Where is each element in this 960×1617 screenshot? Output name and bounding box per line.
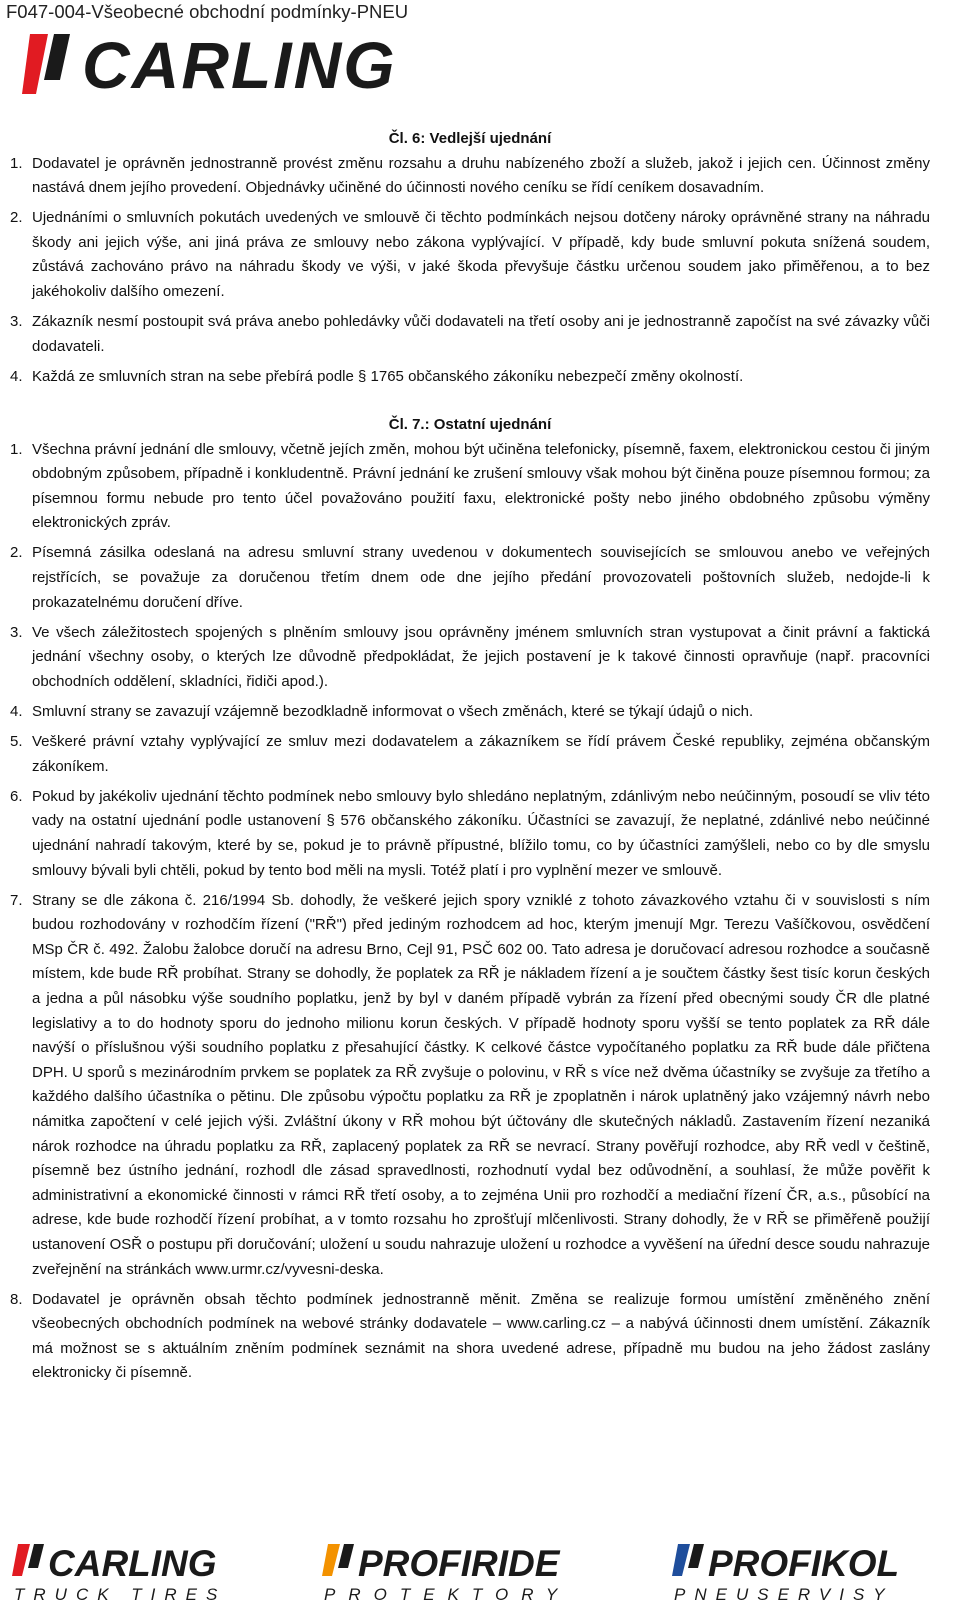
item-number: 8. [10,1290,23,1308]
item-text: Strany se dle zákona č. 216/1994 Sb. dohodly, že veškeré jejich spory vzniklé z tohoto závazkového vztahu či v souvislosti s ním budou rozhodovány v rozhodčím řízení ("RŘ") před jediným rozhodcem ad hoc, kterým jmenují Mgr. Terezu Vašíčkovou, osvědčení MSp ČR č. 492. Žalobu žalobce doručí na adresu Brno, Cejl 91, PSČ 602 00. Tato adresa je doručovací adresou rozhodce a současně místem, kde bude RŘ probíhat. Strany se dohodly, že poplatek za RŘ je nákladem řízení a je součtem částky šest tisíc korun českých a jedna a půl násobku výše soudního poplatku, jenž by byl v daném případě vybrán za řízení před obecnými soudy ČR dle platné legislativy a to do hodnoty sporu do jednoho milionu korun českých. V případě hodnoty sporu vyšší se tento poplatek za RŘ dále navýší o příslušnou výši soudního poplatku z přesahující částky. K celkové částce vypočítaného poplatku za RŘ bude dále přičtena DPH. U sporů s mezinárodním prvkem se poplatek za RŘ zvyšuje o polovinu, v RŘ s více než dvěma účastníky se zvyšuje za třetího a každého dalšího účastníka o pětinu. Dle způsobu výpočtu poplatku za RŘ je zpoplatněn i nárok uplatněný jako vzájemný návrh nebo námitka započtení v celé jejich výši. Zvláštní úkony v RŘ mohou být účtovány dle skutečných nákladů. Zastavením řízení nezaniká nárok rozhodce na úhradu poplatku za RŘ, zaplacený poplatek za RŘ se nevrací. Strany pověřují rozhodce, aby RŘ vedl v češtině, písemně bez ústního jednání, rozhodl dle zásad spravedlnosti, rozhodnutí vydal bez odůvodnění, a souhlasí, že může pověřit k administrativní a ekonomické činnosti v rámci RŘ třetí osoby, a to zejména Unii pro rozhodčí a mediační řízení ČR, a.s., působící na adrese, kde bude rozhodčí řízení probíhat, a v tomto rozsahu ho zprošťují mlčenlivosti. Strany dohodly, že v RŘ se přiměřeně použijí ustanovení OSŘ o postupu při doručování; uložení u soudu nahrazuje uložení u rozhodce a vyvěšení na úřední desce soudu nahrazuje zveřejnění na stránkách www.urmr.cz/vyvesni-deska. [32,891,930,1278]
list-item [10,700,930,725]
item-number: 2. [10,209,23,227]
item-number: 5. [10,733,23,751]
item-number: 4. [10,702,23,720]
document-header-title: F047-004-Všeobecné obchodní podmínky-PNEU [6,1,409,22]
item-text: Veškeré právní vztahy vyplývající ze smluv mezi dodavatelem a zákazníkem se řídí právem České republiky, zejména občanským zákoníkem. [32,733,930,775]
list-item [10,730,930,779]
list-item [10,438,930,536]
item-text: Dodavatel je oprávněn obsah těchto podmínek jednostranně měnit. Změna se realizuje formou umístění změněného znění všeobecných obchodních podmínek na webové stránky dodavatele – www.carling.cz – a nabývá účinnosti dnem umístění. Zákazník má možnost se s aktuálním zněním podmínek seznámit na shora uvedené adrese, případně mu budou na jeho žádost zaslány elektronicky či písemně. [32,1290,930,1382]
list-item [10,310,930,359]
item-number: 6. [10,787,23,805]
item-text: Ve všech záležitostech spojených s plněním smlouvy jsou oprávněny jménem smluvních stran vystupovat a činit právní a faktická jednání všechny osoby, o kterých lze důvodně předpokládat, že jejich postavení je k takové činnosti opravňuje (např. pracovníci obchodních oddělení, skladníci, řidiči apod.). [32,623,930,690]
item-number: 3. [10,313,23,331]
item-text: Pokud by jakékoliv ujednání těchto podmínek nebo smlouvy bylo shledáno neplatným, zdánlivým nebo neúčinným, posoudí se vliv této vady na ostatní ujednání podle ustanovení § 576 občanského zákoníku. Účastníci se zavazují, že neplatné, zdánlivé nebo neúčinné ujednání nahradí takovým, které by se, pokud je to právně přípustné, blížilo tomu, co by účastníci zamýšleli, nebo co by dle smyslu smlouvy bývali byli chtěli, pokud by tento bod měli na mysli. Totéž platí i pro vyplnění mezer ve smlouvě. [32,787,930,879]
section-title-6: Čl. 6: Vedlejší ujednání [388,130,552,147]
item-number: 4. [10,367,23,385]
item-text: Dodavatel je oprávněn jednostranně provést změnu rozsahu a druhu nabízeného zboží a služeb, jakož i jejich cen. Účinnost změny nastává dnem jejího provedení. Objednávky učiněné do účinnosti nového ceníku se řídí ceníkem dosavadním. [32,154,930,197]
list-item [10,541,930,615]
document-body [10,127,930,1392]
list-item [10,206,930,304]
item-text: Písemná zásilka odeslaná na adresu smluvní strany uvedenou v dokumentech souvisejících se smlouvou anebo ve veřejných rejstřících, se považuje za doručenou třetím dnem ode dne jejího předání provozovateli poštovních služeb, nedojde-li k prokazatelnému doručení dříve. [32,544,930,611]
section-title-7: Čl. 7.: Ostatní ujednání [388,415,552,433]
list-item [10,889,930,1283]
carling-logo [22,30,422,98]
list-item [10,1288,930,1386]
item-number: 1. [10,440,23,458]
list-item [10,785,930,883]
list-item [10,365,930,390]
list-item [10,152,930,201]
item-text: Každá ze smluvních stran na sebe přebírá podle § 1765 občanského zákoníku nebezpečí změny okolností. [32,367,744,385]
profiride-logo [322,1538,584,1604]
profikol-footer-name: PROFIKOL [708,1543,900,1584]
item-text: Všechna právní jednání dle smlouvy, včetně jejích změn, mohou být učiněna telefonicky, písemně, faxem, elektronickou cestou či jiným obdobným způsobem, případně i konkludentně. Právní jednání ke zrušení smlouvy však mohou být činěna pouze písemnou formou; za písemnou formu nebude pro tento účel považováno použití faxu, elektronické pošty nebo jiného obdobného způsobu výměny elektronických zpráv. [32,440,930,532]
list-item [10,621,930,695]
item-number: 7. [10,891,23,909]
item-number: 3. [10,623,23,641]
profikol-footer-tagline: PNEUSERVISY [674,1585,894,1604]
carling-footer-name: CARLING [48,1543,217,1584]
item-text: Smluvní strany se zavazují vzájemně bezodkladně informovat o všech změnách, které se týkají údajů o nich. [32,702,754,720]
profikol-logo [672,1538,922,1604]
carling-footer-tagline: TRUCK TIRES [14,1585,227,1604]
item-text: Ujednáními o smluvních pokutách uvedených ve smlouvě či těchto podmínkách nejsou dotčeny nároky oprávněné strany na náhradu škody ani jejich výše, ani jiná práva ze smlouvy nebo zákona vyplývající. V případě, kdy bude smluvní pokuta snížená soudem, zůstává zachováno právo na náhradu škody ve výši, v jaké škoda převyšuje částku určenou soudem jako přiměřenou, a to bez jakéhokoliv dalšího omezení. [32,209,930,301]
item-text: Zákazník nesmí postoupit svá práva anebo pohledávky vůči dodavateli na třetí osoby ani je jednostranně započíst na své závazky vůči dodavateli. [32,313,930,355]
carling-logo-text: CARLING [82,30,397,98]
item-number: 2. [10,544,23,562]
profiride-footer-tagline: PROTEKTORY [324,1585,571,1604]
item-number: 1. [10,154,23,172]
profiride-footer-name: PROFIRIDE [358,1543,560,1584]
carling-truck-tires-logo [12,1538,227,1604]
